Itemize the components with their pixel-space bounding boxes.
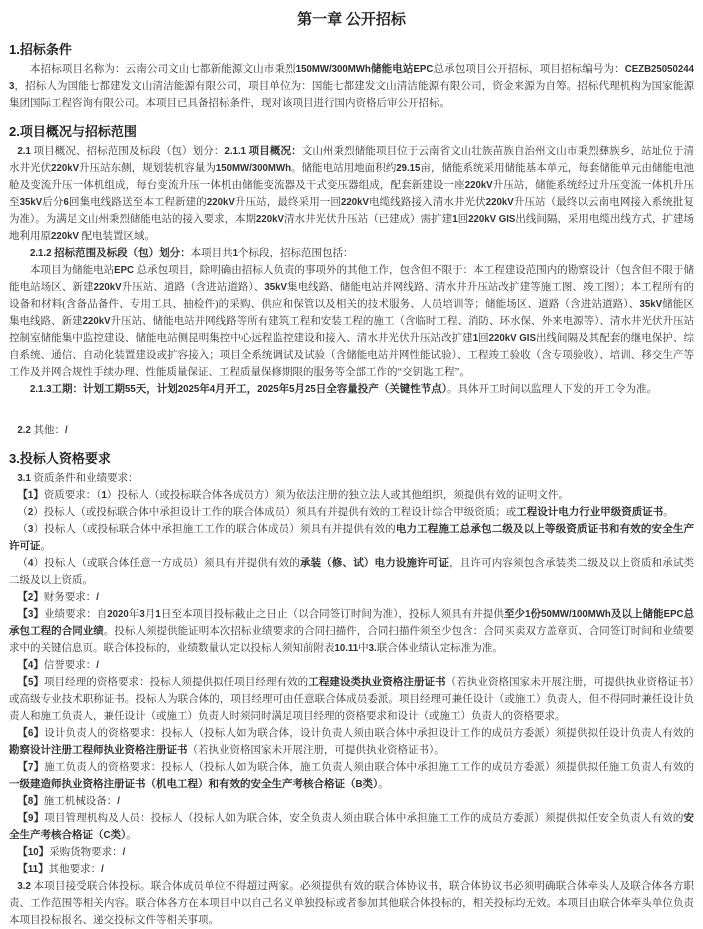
emphasis-text: 项目概况： (245, 146, 302, 157)
body-text: 总承包项目，除明确由招标人负责的事项外的其他工作，包含但不限于：本工程建设范围内的勘察设计（包含但不限于储能电站场区、新建 (9, 265, 695, 293)
body-text: 升压站东侧，规划装机容量为 (79, 163, 216, 174)
body-text: 中 (358, 643, 369, 654)
emphasis-text: 】 (33, 813, 45, 824)
body-text: / (122, 847, 126, 858)
paragraph (9, 810, 694, 844)
body-text: 采购货物要求： (49, 847, 123, 858)
emphasis-text: 6 (28, 728, 34, 739)
paragraph (9, 725, 694, 759)
body-text: 220kV (256, 214, 284, 225)
body-text: 升压站、储能电站并网线路等所有建筑工程和安装工程的施工（含临时工程、消防、环水保、外来电源等）、清水井光伏升压站控制室储能集中监控建设、储能电站侧昆明集控中心远程监控建设和接入、清水井光伏升压站改扩建 (9, 316, 695, 344)
body-text: 220kV (341, 197, 369, 208)
body-text: ，招标人为国能七都建发文山清洁能源有限公司，项目单位为：国能七都建发文山清洁能源有限公司，资金来源为自筹。招标代理机构为国家能源集团国际工程咨询有限公司。本项目已具备招标条件，现对该项目进行国内资格后审公开招标。 (9, 81, 694, 109)
paragraph (9, 262, 694, 381)
body-text: 220kV (206, 197, 235, 208)
body-text: 本项目为储能电站 (30, 265, 115, 276)
body-text: 220kV (485, 197, 514, 208)
paragraph (9, 245, 694, 262)
body-text: 220kV (468, 214, 497, 225)
body-text: 2.2 (17, 425, 31, 436)
body-text: 资质要求：（ (43, 490, 102, 501)
emphasis-text: 工期：计划工期 (51, 384, 125, 395)
emphasis-text: 9 (28, 813, 34, 824)
emphasis-text: 5 (27, 677, 34, 688)
emphasis-text: 7 (28, 762, 34, 773)
emphasis-text: 4 (27, 660, 34, 671)
body-text: 6 (63, 197, 69, 208)
emphasis-text: 150MW/300MWh (295, 64, 371, 75)
body-text: ）投标人（或投标联合体各成员方）须为依法注册的独立法人或其他组织，须提供有效的证明文件。 (106, 490, 569, 501)
emphasis-text: EPC (663, 609, 684, 620)
body-text: 35kV (639, 299, 663, 310)
body-text: 资质条件和业绩要求： (30, 473, 139, 484)
paragraph (9, 422, 694, 439)
paragraph (9, 381, 694, 398)
emphasis-text: B (355, 779, 363, 790)
body-text: 35kV (19, 197, 43, 208)
body-text: （ (17, 558, 29, 569)
body-text: 本项目共 (190, 248, 233, 259)
body-text: 3.1 (17, 473, 31, 484)
body-text: 220kV (51, 231, 79, 242)
emphasis-text: 【 (17, 728, 29, 739)
emphasis-text: 4 (209, 384, 216, 395)
body-text: 项目经理的资格要求：投标人须提供拟任项目经理有效的 (43, 677, 309, 688)
body-text: 升压站，最终采用一回 (234, 197, 342, 208)
emphasis-text: 55 (124, 384, 136, 395)
body-text: 联合体业绩认定标准为准。 (376, 643, 503, 654)
body-text: / (96, 592, 99, 603)
paragraph (9, 589, 694, 606)
emphasis-text: C (103, 830, 111, 841)
body-text: 施工负责人的资格要求：投标人（投标人如为联合体，施工负责人须由联合体中承担施工工作的成员方委派）须提供拟任施工负责人有效的 (44, 762, 695, 773)
emphasis-text: 【 (17, 796, 28, 807)
paragraph (9, 521, 694, 555)
body-text: （若执业资格国家未开展注册，可提供执业资格证书）。 (187, 745, 445, 756)
body-text: 。投标人须提供能证明本次招标业绩要求的合同扫描件，合同扫描件须至少包含：合同买卖双方盖章页、合同签订时间和业绩要求中的关键信息页。联合体投标的，业绩数量认定以投标人须知前附表 (9, 626, 695, 654)
paragraph (9, 487, 694, 504)
emphasis-text: 招标范围及标段（包）划分： (51, 248, 191, 259)
body-text: 3 (139, 609, 145, 620)
emphasis-text: 8 (27, 796, 34, 807)
paragraph (9, 555, 694, 589)
paragraph (9, 793, 694, 810)
body-text: 升压站、道路（含进站道路）、 (121, 282, 265, 293)
body-text: 升压站（最终以云南电网接入系统批复为准）。为满足文山州秉烈储能电站的接入要求，本期 (9, 197, 695, 225)
body-text: 4 (28, 558, 34, 569)
body-text: 。 (40, 541, 51, 552)
emphasis-text: 至少 (503, 609, 526, 620)
emphasis-text: 类） (110, 830, 127, 841)
emphasis-text: 5 (289, 384, 295, 395)
body-text: 3 (28, 524, 34, 535)
emphasis-text: 年 (199, 384, 210, 395)
emphasis-text: 1 (525, 609, 531, 620)
body-text: 其他： (30, 425, 65, 436)
emphasis-text: 年 (278, 384, 290, 395)
emphasis-text: 安全生产考核合格证（ (9, 813, 695, 841)
emphasis-text: 】 (33, 728, 45, 739)
body-text: 回 (457, 214, 469, 225)
emphasis-text: 】 (33, 490, 44, 501)
emphasis-text: 【 (17, 609, 28, 620)
body-text: 财务要求： (43, 592, 97, 603)
emphasis-text: 2.1.1 (224, 146, 246, 157)
emphasis-text: 10 (27, 847, 39, 858)
emphasis-text: 2025 (177, 384, 200, 395)
body-text: 出线间隔，采用电缆出线方式，扩建场地利用原 (9, 214, 695, 242)
emphasis-text: 月开工， (215, 384, 258, 395)
body-text: 项目管理机构及人员：投标人（投标人如为联合体，安全负责人须由联合体中承担施工工作的成员方委派）须提供拟任安全负责人有效的 (44, 813, 684, 824)
page-title: 第一章 公开招标 (297, 12, 406, 28)
body-text: 。 (126, 830, 137, 841)
body-text: ，且许可内容须包含承装类二级及以上资质和承试类二级及以上资质。 (9, 558, 695, 586)
body-text: 220kV (93, 282, 122, 293)
emphasis-text: 】 (33, 762, 45, 773)
emphasis-text: 3 (27, 609, 34, 620)
paragraph (9, 759, 694, 793)
body-text: 业绩要求：自 (43, 609, 108, 620)
body-text: / (96, 660, 99, 671)
emphasis-text: 一级建造师执业资格注册证书（机电工程）和有效的安全生产考核合格证（ (9, 779, 356, 790)
body-text: 。 (663, 507, 674, 518)
body-text: 个标段，招标范围包括： (237, 248, 354, 259)
emphasis-text: 】 (33, 609, 44, 620)
emphasis-text: 】 (38, 847, 50, 858)
paragraph (9, 657, 694, 674)
body-text: ）投标人（或联合体任意一方成员）须具有并提供有效的 (33, 558, 300, 569)
paragraph (9, 606, 694, 657)
emphasis-text: 月 (294, 384, 305, 395)
emphasis-text: 总承包工程的合同业绩 (9, 609, 695, 637)
document-sections (9, 41, 694, 929)
body-text: 信誉要求： (43, 660, 97, 671)
body-text: 本项目接受联合体投标。联合体成员单位不得超过两家。必须提供有效的联合体协议书，联合体协议书必须明确联合体牵头人及联合体各方职责、工作范围等相关内容。联合体各方在本项目中以自己名义单独投标或者参加其他联合体投标的，相关投标均无效。本项目由联合体牵头单位负责本项目投标报名、递交投标文件等相关事项。 (9, 881, 694, 926)
body-text: 10.11 (334, 643, 359, 654)
emphasis-text: 11 (27, 864, 39, 875)
body-text: GIS (498, 214, 516, 225)
emphasis-text: 2025 (257, 384, 279, 395)
body-text: 2.1 (17, 146, 31, 157)
body-text: 1 (232, 248, 238, 259)
emphasis-text: 2 (27, 592, 34, 603)
body-text: / (101, 864, 104, 875)
body-text: 施工机械设备： (43, 796, 118, 807)
emphasis-text: 储能电站 (370, 64, 414, 75)
paragraph (9, 470, 694, 487)
body-text: 项目概况、招标范围及标段（包）划分： (30, 146, 225, 157)
body-text: 电缆线路接入清水井光伏 (368, 197, 486, 208)
body-text: 配电装置区域。 (78, 231, 156, 242)
emphasis-text: 【 (17, 813, 29, 824)
body-text: 35kV (264, 282, 287, 293)
body-text: CEZB250502443 (9, 64, 695, 92)
body-text: / (117, 796, 120, 807)
body-text: 月 (144, 609, 156, 620)
body-text: 回 (478, 333, 489, 344)
body-text: EPC (114, 265, 134, 276)
body-text: GIS (519, 333, 536, 344)
section (9, 123, 694, 439)
body-text: 后分 (42, 197, 64, 208)
body-text: 29.15 (396, 163, 421, 174)
emphasis-text: 【 (17, 490, 28, 501)
body-text: 总承包项目公开招标，项目招标编号为： (433, 64, 625, 75)
paragraph (9, 143, 694, 245)
paragraph (9, 61, 694, 112)
body-text: ）投标人（或投标联合体中承担设计工作的联合体成员）须具有并提供有效的工程设计综合甲级资质；或 (33, 507, 517, 518)
body-text: 年 (128, 609, 140, 620)
emphasis-text: 天，计划 (135, 384, 178, 395)
emphasis-text: 【 (17, 660, 28, 671)
emphasis-text: 勘察设计注册工程师执业资格注册证书 (9, 745, 188, 756)
section (9, 450, 694, 929)
emphasis-text: 】 (33, 660, 44, 671)
emphasis-text: 日全容量投产（关键性节点） (315, 384, 447, 395)
body-text: 储能区集电线路、新建 (9, 299, 695, 327)
emphasis-text: 50MW/100MWh (541, 609, 611, 620)
body-text: 150MW/300MWh (215, 163, 291, 174)
body-text: 1 (472, 333, 479, 344)
emphasis-text: 【 (17, 677, 28, 688)
section-heading: 1.招标条件 (9, 42, 72, 57)
body-text: 日至本项目投标截止之日止（以合同签订时间为准），投标人须具有并提供 (160, 609, 504, 620)
body-text: 设计负责人的资格要求：投标人（投标人如为联合体，设计负责人须由联合体中承担设计工作的成员方委派）须提供拟任设计负责人有效的 (44, 728, 695, 739)
body-text: （ (17, 524, 29, 535)
section (9, 41, 694, 112)
paragraph (9, 504, 694, 521)
body-text: 220kV (488, 333, 517, 344)
body-text: ）投标人（或投标联合体中承担施工工作的联合体成员）须具有并提供有效的 (33, 524, 396, 535)
body-text: 升压站，储能系统经过升压变流一体机升压至 (9, 180, 694, 208)
section-heading: 3.投标人资格要求 (9, 451, 111, 466)
body-text: 回集电线路送至本工程新建的 (68, 197, 207, 208)
paragraph (9, 674, 694, 725)
body-text: 220kV (51, 163, 80, 174)
section-heading: 2.项目概况与招标范围 (9, 124, 137, 139)
body-text: 其他要求： (48, 864, 102, 875)
paragraph (9, 878, 694, 929)
emphasis-text: 25 (304, 384, 316, 395)
emphasis-text: 1 (27, 490, 34, 501)
emphasis-text: 类） (362, 779, 379, 790)
body-text: 集电线路、储能电站并网线路、清水井升压站改扩建等施工图、竣工图）；本工程所有的设备和材料(含备品备件、专用工具、抽检件)的采购、供应和保管以及相关的技术服务、人员培训等；储能场区、道路（含进站道路）、 (9, 282, 695, 310)
emphasis-text: 及以上储能 (610, 609, 664, 620)
body-text: 亩，储能系统采用储能基本单元，每套储能单元由储能电池舱及变流升压一体机组成，每台变流升压一体机由储能变流器及干式变压器组成，配套新建设一座 (9, 163, 695, 191)
body-text: 清水井光伏升压站（已建成）需扩建 (283, 214, 453, 225)
paragraph (9, 861, 694, 878)
body-text: 2020 (107, 609, 129, 620)
emphasis-text: 【 (17, 847, 28, 858)
body-text: 文山州秉烈储能项目位于云南省文山壮族苗族自治州文山市秉烈彝族乡，站址位于清水井光伏 (9, 146, 695, 174)
emphasis-text: 电力工程施工总承包二级及以上等级资质证书和有效的安全生产许可证 (9, 524, 695, 552)
body-text: 。储能电站用地面积约 (290, 163, 397, 174)
body-text: （若执业资格国家未开展注册，可提供执业资格证书）或高级专业技术职称证书。投标人为联合体的，项目经理可由任意联合体成员委派。项目经理可兼任设计（或施工）负责人，但不得同时兼任设计负责人和施工负责人，兼任设计（或施工）负责人时须同时满足项目经理的资格要求和设计（或施工）负责人的资格要求。 (9, 677, 695, 722)
body-text: 2 (27, 507, 34, 518)
body-text: / (64, 425, 68, 436)
body-text: 本招标项目名称为：云南公司文山七都新能源文山市秉烈 (30, 64, 296, 75)
emphasis-text: 2.1.3 (30, 384, 52, 395)
body-text: （ (17, 507, 28, 518)
body-text: 3. (368, 643, 377, 654)
emphasis-text: 份 (530, 609, 542, 620)
body-text: 1 (452, 214, 458, 225)
body-text: 。 (378, 779, 389, 790)
emphasis-text: 】 (38, 864, 49, 875)
body-text: 220kV (82, 316, 111, 327)
emphasis-text: 】 (33, 796, 44, 807)
emphasis-text: 【 (17, 762, 29, 773)
body-text: 220kV (464, 180, 493, 191)
emphasis-text: 工程建设类执业资格注册证书 (308, 677, 446, 688)
emphasis-text: EPC (413, 64, 434, 75)
body-text: 出线间隔及其配套的继电保护、综自系统、通信、自动化装置建设或扩容接入；项目全系统调试及试验（含储能电站并网性能试验）、工程竣工验收（含专项验收）、培训、移交生产等工作及并网合规性手续办理、性能质量保证、工程质量保修期限的服务等全部工作的“交钥匙工程”。 (9, 333, 695, 378)
body-text: 。具体开工时间以监理人下发的开工令为准。 (446, 384, 657, 395)
emphasis-text: 承装（修、试）电力设施许可证 (299, 558, 450, 569)
emphasis-text: 】 (33, 677, 44, 688)
emphasis-text: 】 (33, 592, 44, 603)
emphasis-text: 工程设计电力行业甲级资质证书 (516, 507, 664, 518)
emphasis-text: 【 (17, 864, 28, 875)
body-text: 3.2 (17, 881, 31, 892)
paragraph (9, 844, 694, 861)
body-text: 1 (101, 490, 107, 501)
emphasis-text: 2.1.2 (30, 248, 52, 259)
body-text: 1 (155, 609, 161, 620)
emphasis-text: 【 (17, 592, 28, 603)
